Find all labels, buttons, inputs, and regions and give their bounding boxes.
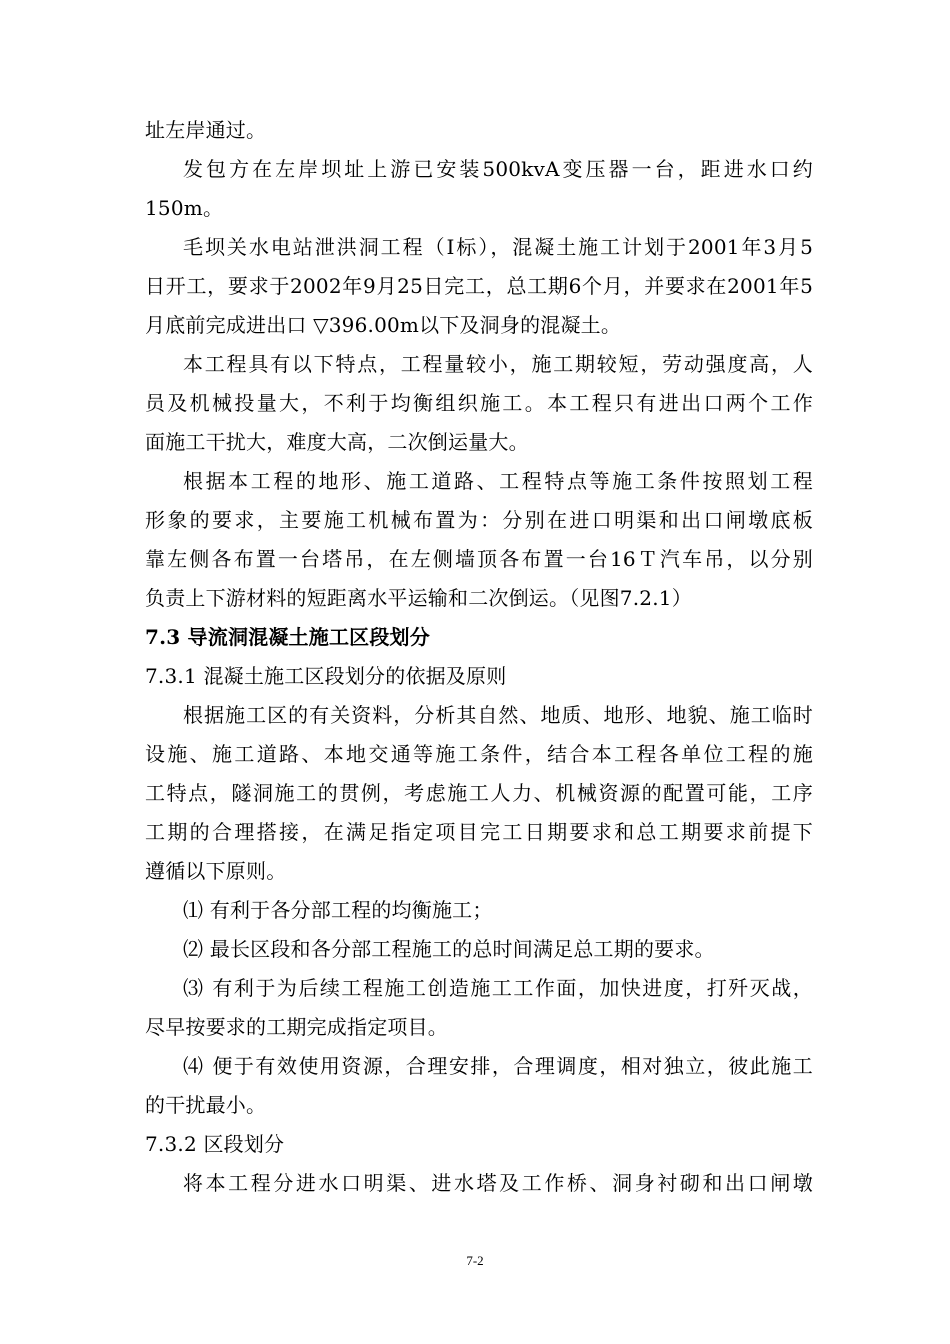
- text-line: 设施、施工道路、本地交通等施工条件，结合本工程各单位工程的施: [145, 742, 813, 766]
- text-line: 工期的合理搭接，在满足指定项目完工日期要求和总工期要求前提下: [145, 820, 813, 844]
- text-line: 月底前完成进出口 ▽396.00m以下及洞身的混凝土。: [145, 313, 622, 337]
- text-line: 发包方在左岸坝址上游已安装500kvA变压器一台，距进水口约: [183, 157, 813, 181]
- text-line: 工特点，隧洞施工的贯例，考虑施工人力、机械资源的配置可能，工序: [145, 781, 813, 805]
- list-item: ⑴ 有利于各分部工程的均衡施工；: [183, 898, 493, 922]
- text-line: 址左岸通过。: [145, 118, 267, 142]
- text-line: 根据施工区的有关资料，分析其自然、地质、地形、地貌、施工临时: [183, 703, 813, 727]
- list-item: ⑶ 有利于为后续工程施工创造施工工作面，加快进度，打歼灭战，: [183, 976, 813, 1000]
- text-line: 根据本工程的地形、施工道路、工程特点等施工条件按照划工程: [183, 469, 813, 493]
- text-line: 遵循以下原则。: [145, 859, 287, 883]
- page-number: 7-2: [466, 1253, 484, 1268]
- list-item: ⑷ 便于有效使用资源，合理安排，合理调度，相对独立，彼此施工: [183, 1054, 813, 1078]
- text-line: 靠左侧各布置一台塔吊，在左侧墙顶各布置一台16Ｔ汽车吊，以分别: [145, 547, 813, 571]
- text-line: 负责上下游材料的短距离水平运输和二次倒运。（见图7.2.1）: [145, 586, 692, 610]
- text-line: 的干扰最小。: [145, 1093, 267, 1117]
- text-line: 形象的要求，主要施工机械布置为：分别在进口明渠和出口闸墩底板: [145, 508, 813, 532]
- subsection-heading: 7.3.1 混凝土施工区段划分的依据及原则: [145, 664, 507, 688]
- text-line: 将本工程分进水口明渠、进水塔及工作桥、洞身衬砌和出口闸墩: [183, 1171, 813, 1195]
- text-line: 尽早按要求的工期完成指定项目。: [145, 1015, 448, 1039]
- text-line: 毛坝关水电站泄洪洞工程（Ⅰ标），混凝土施工计划于2001年3月5: [183, 235, 813, 259]
- text-line: 日开工，要求于2002年9月25日完工，总工期6个月，并要求在2001年5: [145, 274, 813, 298]
- list-item: ⑵ 最长区段和各分部工程施工的总时间满足总工期的要求。: [183, 937, 715, 961]
- subsection-heading: 7.3.2 区段划分: [145, 1132, 285, 1156]
- section-heading: 7.3 导流洞混凝土施工区段划分: [145, 625, 430, 649]
- text-line: 员及机械投量大，不利于均衡组织施工。本工程只有进出口两个工作: [145, 391, 813, 415]
- text-line: 150m。: [145, 196, 224, 220]
- text-line: 面施工干扰大，难度大高，二次倒运量大。: [145, 430, 529, 454]
- text-line: 本工程具有以下特点，工程量较小，施工期较短，劳动强度高，人: [183, 352, 813, 376]
